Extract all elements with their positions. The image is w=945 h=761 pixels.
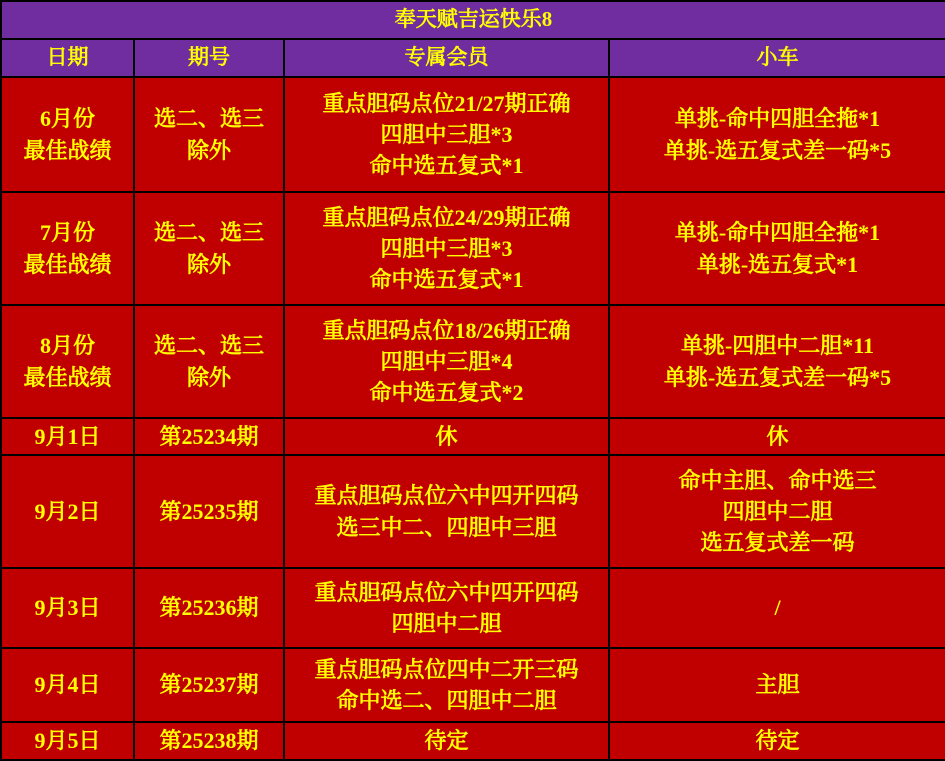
date-cell: 9月3日	[1, 568, 134, 648]
issue-cell: 选二、选三 除外	[134, 192, 284, 305]
member-cell: 待定	[284, 722, 609, 760]
date-cell: 9月4日	[1, 648, 134, 722]
header-date: 日期	[1, 39, 134, 77]
member-cell: 休	[284, 418, 609, 455]
table-row	[1, 418, 945, 455]
page-title: 奉天赋吉运快乐8	[1, 1, 945, 39]
member-cell: 重点胆码点位六中四开四码 四胆中二胆	[284, 568, 609, 648]
title-row	[1, 1, 945, 39]
car-cell: 单挑-四胆中二胆*11 单挑-选五复式差一码*5	[609, 305, 945, 418]
date-cell: 9月1日	[1, 418, 134, 455]
table-row	[1, 77, 945, 192]
date-cell: 6月份 最佳战绩	[1, 77, 134, 192]
car-cell: 主胆	[609, 648, 945, 722]
issue-cell: 第25238期	[134, 722, 284, 760]
table-row	[1, 568, 945, 648]
header-issue: 期号	[134, 39, 284, 77]
car-cell: 单挑-命中四胆全拖*1 单挑-选五复式差一码*5	[609, 77, 945, 192]
table-row	[1, 455, 945, 568]
issue-cell: 第25236期	[134, 568, 284, 648]
car-cell: 命中主胆、命中选三 四胆中二胆 选五复式差一码	[609, 455, 945, 568]
date-cell: 9月5日	[1, 722, 134, 760]
table-row	[1, 192, 945, 305]
car-cell: 单挑-命中四胆全拖*1 单挑-选五复式*1	[609, 192, 945, 305]
issue-cell: 第25235期	[134, 455, 284, 568]
table-row	[1, 305, 945, 418]
car-cell: 休	[609, 418, 945, 455]
car-cell: /	[609, 568, 945, 648]
issue-cell: 选二、选三 除外	[134, 77, 284, 192]
table-row	[1, 722, 945, 760]
member-cell: 重点胆码点位四中二开三码 命中选二、四胆中二胆	[284, 648, 609, 722]
member-cell: 重点胆码点位六中四开四码 选三中二、四胆中三胆	[284, 455, 609, 568]
date-cell: 7月份 最佳战绩	[1, 192, 134, 305]
date-cell: 9月2日	[1, 455, 134, 568]
member-cell: 重点胆码点位21/27期正确 四胆中三胆*3 命中选五复式*1	[284, 77, 609, 192]
table-row	[1, 648, 945, 722]
date-cell: 8月份 最佳战绩	[1, 305, 134, 418]
member-cell: 重点胆码点位18/26期正确 四胆中三胆*4 命中选五复式*2	[284, 305, 609, 418]
issue-cell: 第25234期	[134, 418, 284, 455]
header-car: 小车	[609, 39, 945, 77]
header-row	[1, 39, 945, 77]
issue-cell: 选二、选三 除外	[134, 305, 284, 418]
issue-cell: 第25237期	[134, 648, 284, 722]
car-cell: 待定	[609, 722, 945, 760]
header-member: 专属会员	[284, 39, 609, 77]
member-cell: 重点胆码点位24/29期正确 四胆中三胆*3 命中选五复式*1	[284, 192, 609, 305]
